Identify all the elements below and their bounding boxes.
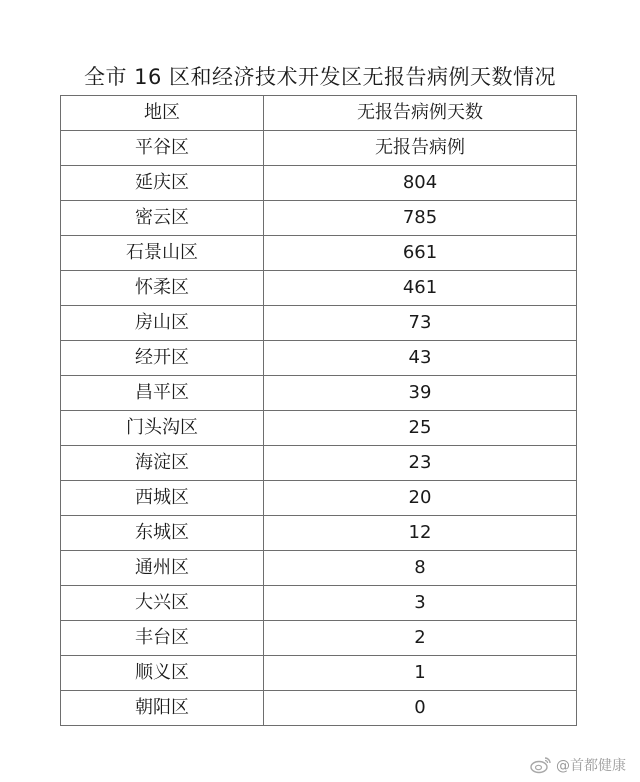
district-cell: 西城区 — [61, 481, 264, 516]
days-cell: 无报告病例 — [264, 131, 577, 166]
days-cell: 43 — [264, 341, 577, 376]
district-cell: 昌平区 — [61, 376, 264, 411]
district-cell: 石景山区 — [61, 236, 264, 271]
days-cell: 20 — [264, 481, 577, 516]
district-cell: 大兴区 — [61, 586, 264, 621]
table-row — [61, 551, 577, 586]
watermark-text: @首都健康 — [556, 758, 626, 774]
district-cell: 丰台区 — [61, 621, 264, 656]
weibo-logo-icon — [530, 756, 552, 774]
days-cell: 73 — [264, 306, 577, 341]
days-cell: 785 — [264, 201, 577, 236]
district-cell: 门头沟区 — [61, 411, 264, 446]
days-cell: 23 — [264, 446, 577, 481]
district-cell: 延庆区 — [61, 166, 264, 201]
header-row — [61, 96, 577, 131]
district-cell: 平谷区 — [61, 131, 264, 166]
days-cell: 8 — [264, 551, 577, 586]
table-row — [61, 446, 577, 481]
table-row — [61, 306, 577, 341]
days-cell: 1 — [264, 656, 577, 691]
days-cell: 25 — [264, 411, 577, 446]
header-days: 无报告病例天数 — [264, 96, 577, 131]
no-case-days-table — [60, 95, 577, 726]
table-row — [61, 236, 577, 271]
days-cell: 0 — [264, 691, 577, 726]
district-cell: 通州区 — [61, 551, 264, 586]
district-cell: 朝阳区 — [61, 691, 264, 726]
days-cell: 3 — [264, 586, 577, 621]
table-row — [61, 201, 577, 236]
table-row — [61, 586, 577, 621]
district-cell: 顺义区 — [61, 656, 264, 691]
district-cell: 密云区 — [61, 201, 264, 236]
days-cell: 461 — [264, 271, 577, 306]
table-row — [61, 131, 577, 166]
days-cell: 2 — [264, 621, 577, 656]
district-cell: 经开区 — [61, 341, 264, 376]
header-district: 地区 — [61, 96, 264, 131]
table-row — [61, 481, 577, 516]
days-cell: 804 — [264, 166, 577, 201]
district-cell: 怀柔区 — [61, 271, 264, 306]
table-row — [61, 376, 577, 411]
table-row — [61, 166, 577, 201]
table-row — [61, 621, 577, 656]
table-row — [61, 411, 577, 446]
district-cell: 东城区 — [61, 516, 264, 551]
district-cell: 房山区 — [61, 306, 264, 341]
table-row — [61, 656, 577, 691]
watermark — [530, 754, 626, 776]
table-row — [61, 516, 577, 551]
table-row — [61, 341, 577, 376]
district-cell: 海淀区 — [61, 446, 264, 481]
days-cell: 661 — [264, 236, 577, 271]
table-title: 全市 16 区和经济技术开发区无报告病例天数情况 — [83, 65, 557, 89]
table-row — [61, 271, 577, 306]
table-row — [61, 691, 577, 726]
days-cell: 39 — [264, 376, 577, 411]
days-cell: 12 — [264, 516, 577, 551]
